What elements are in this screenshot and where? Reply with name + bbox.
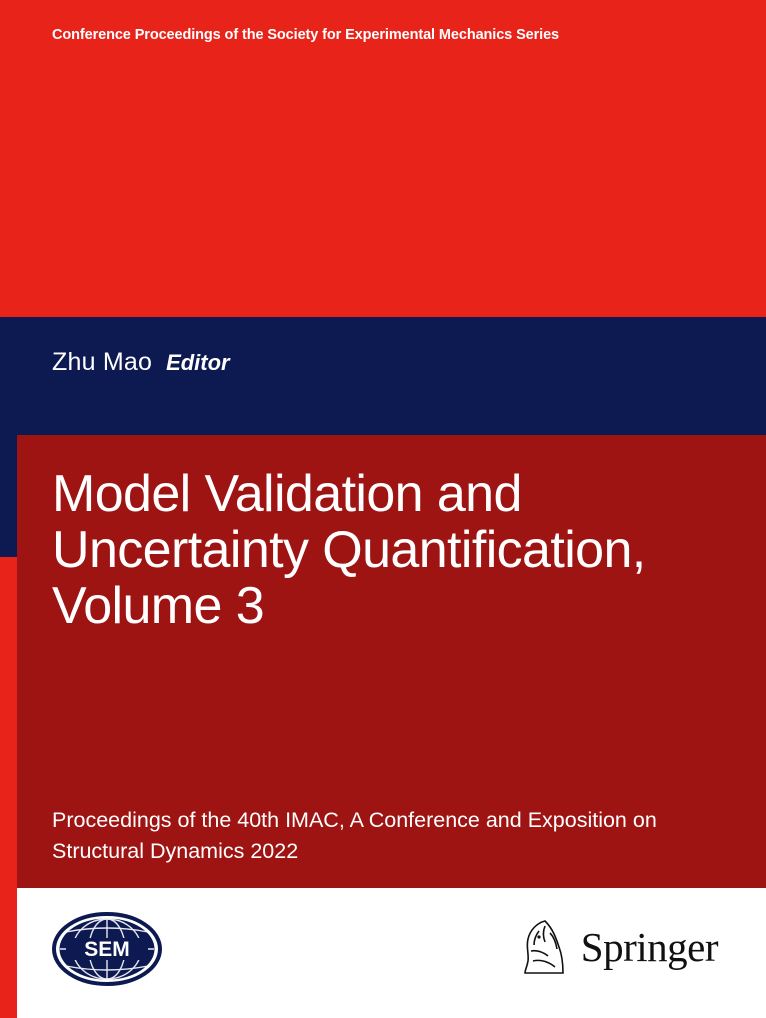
springer-wordmark: Springer [580, 924, 718, 970]
spine-accent-red [0, 557, 17, 888]
editor-line [52, 348, 230, 377]
book-title: Model Validation and Uncertainty Quantification, Volume 3 [52, 465, 646, 636]
springer-logo [519, 916, 718, 978]
editor-role-label: Editor [166, 350, 230, 375]
editor-name: Zhu Mao [52, 348, 153, 376]
series-title: Conference Proceedings of the Society for Experimental Mechanics Series [52, 27, 560, 43]
sem-logo-text: SEM [84, 938, 130, 961]
top-red-field [0, 62, 766, 317]
springer-knight-icon [519, 917, 571, 977]
spine-accent-navy [0, 435, 17, 557]
book-subtitle: Proceedings of the 40th IMAC, A Conference and Exposition on Structural Dynamics 2022 [52, 808, 657, 863]
sem-logo-icon [52, 912, 162, 986]
bottom-spine-strip [0, 888, 17, 1018]
